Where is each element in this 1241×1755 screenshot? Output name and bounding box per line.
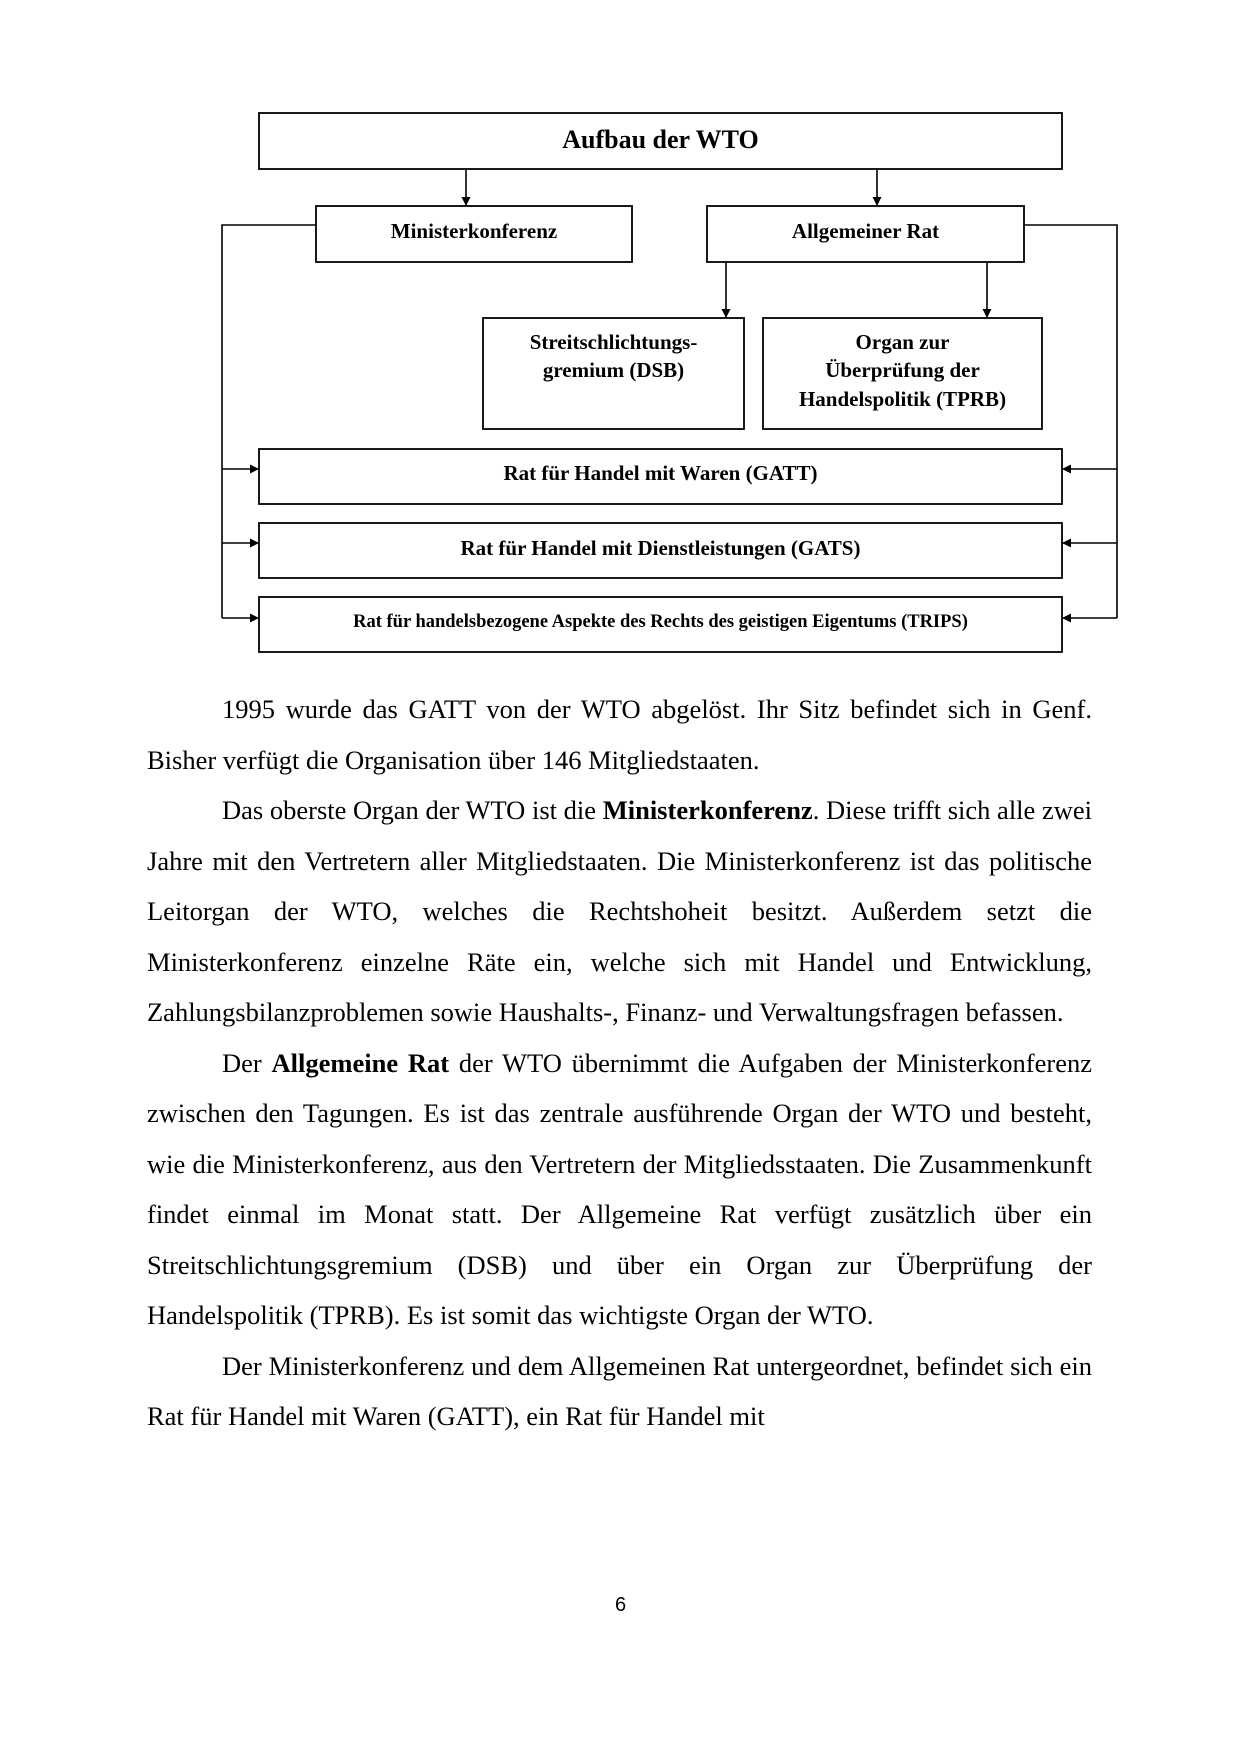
dsb-label-line1: Streitschlichtungs- [529,330,698,354]
term-allgemeiner-rat: Allgemeine Rat [271,1047,450,1078]
page-number: 6 [614,1594,627,1616]
tprb-box [763,318,1042,429]
tprb-label-line1: Organ zur [855,330,950,354]
dsb-box [483,318,744,429]
ministerkonferenz-box [316,206,632,262]
allgemeiner-rat-label: Allgemeiner Rat [791,219,940,243]
wto-structure-diagram [0,0,1241,680]
tprb-label-line3: Handelspolitik (TPRB) [798,387,1007,411]
gatt-box [259,449,1062,504]
paragraph-1: 1995 wurde das GATT von der WTO abgelöst. Ihr Sitz befindet sich in Genf. Bisher verfügt die Organisation über 146 Mitgliedstaaten. [147,694,1092,775]
paragraph-2 [147,785,1092,1038]
allgemeiner-rat-box [707,206,1024,262]
ministerkonferenz-label: Ministerkonferenz [390,219,558,243]
tprb-label-line2: Überprüfung der [825,358,980,382]
gatt-label: Rat für Handel mit Waren (GATT) [503,461,818,485]
paragraph-3-rest: der WTO übernimmt die Aufgaben der Ministerkonferenz zwischen den Tagungen. Es ist das zentrale ausführende Organ der WTO und besteht, wie die Ministerkonferenz, aus den Vertretern der Mitgliedsstaaten. Die Zusammenkunft findet einmal im Monat statt. Der Allgemeine Rat verfügt zusätzlich über ein Streitschlichtungsgremium (DSB) und über ein Organ zur Überprüfung der Handelspolitik (TPRB). Es ist somit das wichtigste Organ der WTO. [147,1047,1092,1330]
term-ministerkonferenz: Ministerkonferenz [602,795,813,825]
paragraph-2-rest: . Diese trifft sich alle zwei Jahre mit den Vertretern aller Mitgliedstaaten. Die Ministerkonferenz ist das politische Leitorgan der WTO, welches die Rechtshoheit besitzt. Außerdem setzt die Ministerkonferenz einzelne Räte ein, welche sich mit Handel und Entwicklung, Zahlungsbilanzproblemen sowie Haushalts-, Finanz- und Verwaltungsfragen befassen. [147,795,1092,1027]
paragraph-3-start: Der [222,1047,272,1078]
gats-box [259,523,1062,578]
title-box [259,113,1062,169]
diagram-title: Aufbau der WTO [562,125,759,154]
paragraph-4: Der Ministerkonferenz und dem Allgemeinen Rat untergeordnet, befindet sich ein Rat für Handel mit Waren (GATT), ein Rat für Handel mit [147,1350,1092,1431]
trips-box [259,597,1062,652]
gats-label: Rat für Handel mit Dienstleistungen (GATS) [460,536,861,560]
body-text [147,684,1092,1442]
paragraph-2-start: Das oberste Organ der WTO ist die [222,795,603,825]
dsb-label-line2: gremium (DSB) [542,358,685,382]
paragraph-3 [147,1038,1092,1341]
trips-label: Rat für handelsbezogene Aspekte des Rechts des geistigen Eigentums (TRIPS) [353,612,968,632]
